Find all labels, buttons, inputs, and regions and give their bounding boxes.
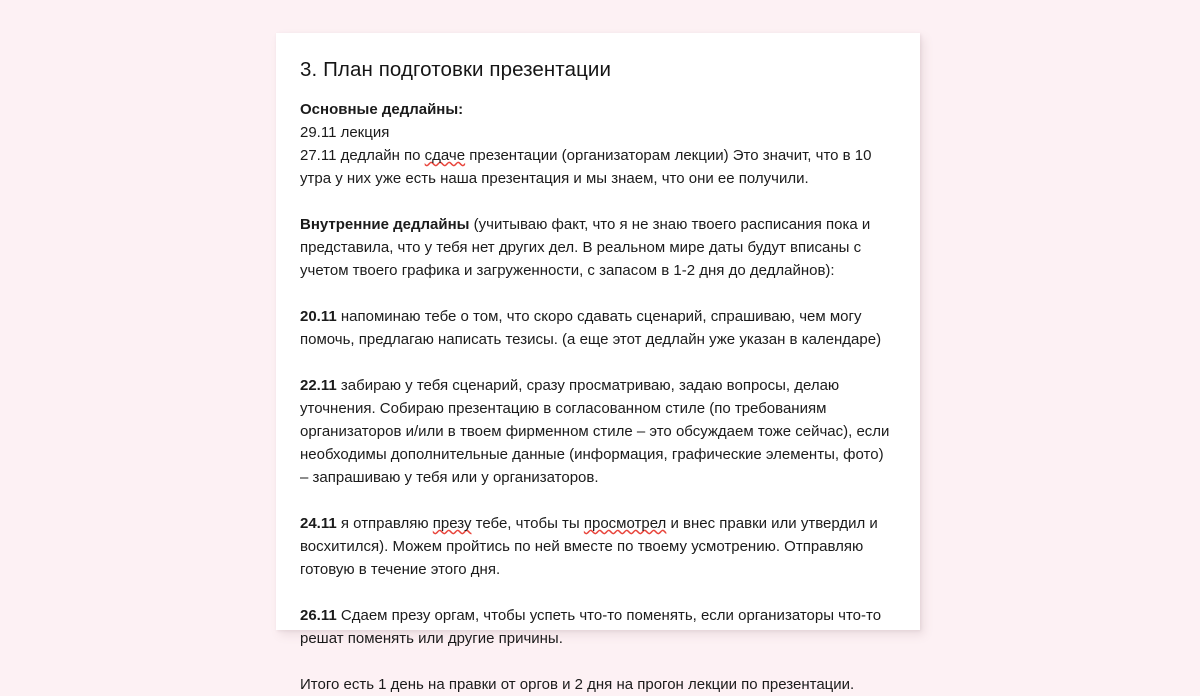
deadline-body-26-11: Сдаем презу оргам, чтобы успеть что-то поменять, если организаторы что-то решат поменять или другие причины. — [300, 607, 882, 647]
deadline-body-24-11-part3: и внес правки или утвердил и восхитился). Можем пройтись по ней вместе по твоему усмотрению. Отправляю готовую в течение этого дня. — [300, 515, 878, 578]
deadline-date-24-11: 24.11 — [300, 515, 337, 532]
deadline-entry-24-11 — [300, 512, 896, 581]
deadline-date-20-11: 20.11 — [300, 308, 337, 325]
page-title: 3. План подготовки презентации — [300, 58, 612, 81]
spellcheck-word-prosmotrel: просмотрел — [583, 515, 667, 532]
main-deadline-line-1: 29.11 лекция — [300, 124, 390, 141]
main-deadline-line-2: 27.11 дедлайн по сдаче презентации (организаторам лекции) Это значит, что в 10 утра у них уже есть наша презентация и мы знаем, что они ее получили. — [300, 147, 872, 187]
deadline-entry-22-11 — [300, 374, 896, 489]
spellcheck-word-sdache: сдаче — [424, 147, 466, 164]
document-body — [300, 57, 896, 696]
spellcheck-word-prezu: презу — [432, 515, 472, 532]
document-card — [276, 33, 920, 693]
deadline-date-22-11: 22.11 — [300, 377, 337, 394]
deadline-entry-20-11 — [300, 305, 896, 351]
main-deadlines-heading-text: Основные дедлайны: — [300, 101, 464, 118]
summary-line: Итого есть 1 день на правки от оргов и 2 дня на прогон лекции по презентации. — [300, 676, 855, 693]
deadline-date-26-11: 26.11 — [300, 607, 337, 624]
deadline-body-20-11: напоминаю тебе о том, что скоро сдавать сценарий, спрашиваю, чем могу помочь, предлагаю написать тезисы. (а еще этот дедлайн уже указан в календаре) — [300, 308, 882, 348]
internal-deadlines-body-text: (учитываю факт, что я не знаю твоего расписания пока и представила, что у тебя нет других дел. В реальном мире даты будут вписаны с учетом твоего графика и загруженности, с запасом в 1-2 дня до дедлайнов): — [300, 216, 871, 279]
internal-deadlines-heading-text: Внутренние дедлайны — [300, 216, 470, 233]
section-main-deadlines-heading — [300, 98, 896, 121]
deadline-body-22-11: забираю у тебя сценарий, сразу просматриваю, задаю вопросы, делаю уточнения. Собираю презентацию в согласованном стиле (по требованиям организаторов и/или в твоем фирменном стиле – это обсуждаем тоже сейчас), если необходимы дополнительные данные (информация, графические элементы, фото) – запрашиваю у тебя или у организаторов. — [300, 377, 890, 486]
deadline-body-24-11-part1: я отправляю — [336, 515, 433, 532]
section-internal-deadlines — [300, 213, 896, 282]
deadline-entry-26-11 — [300, 604, 896, 650]
deadline-body-24-11-part2: тебе, чтобы ты — [471, 515, 584, 532]
